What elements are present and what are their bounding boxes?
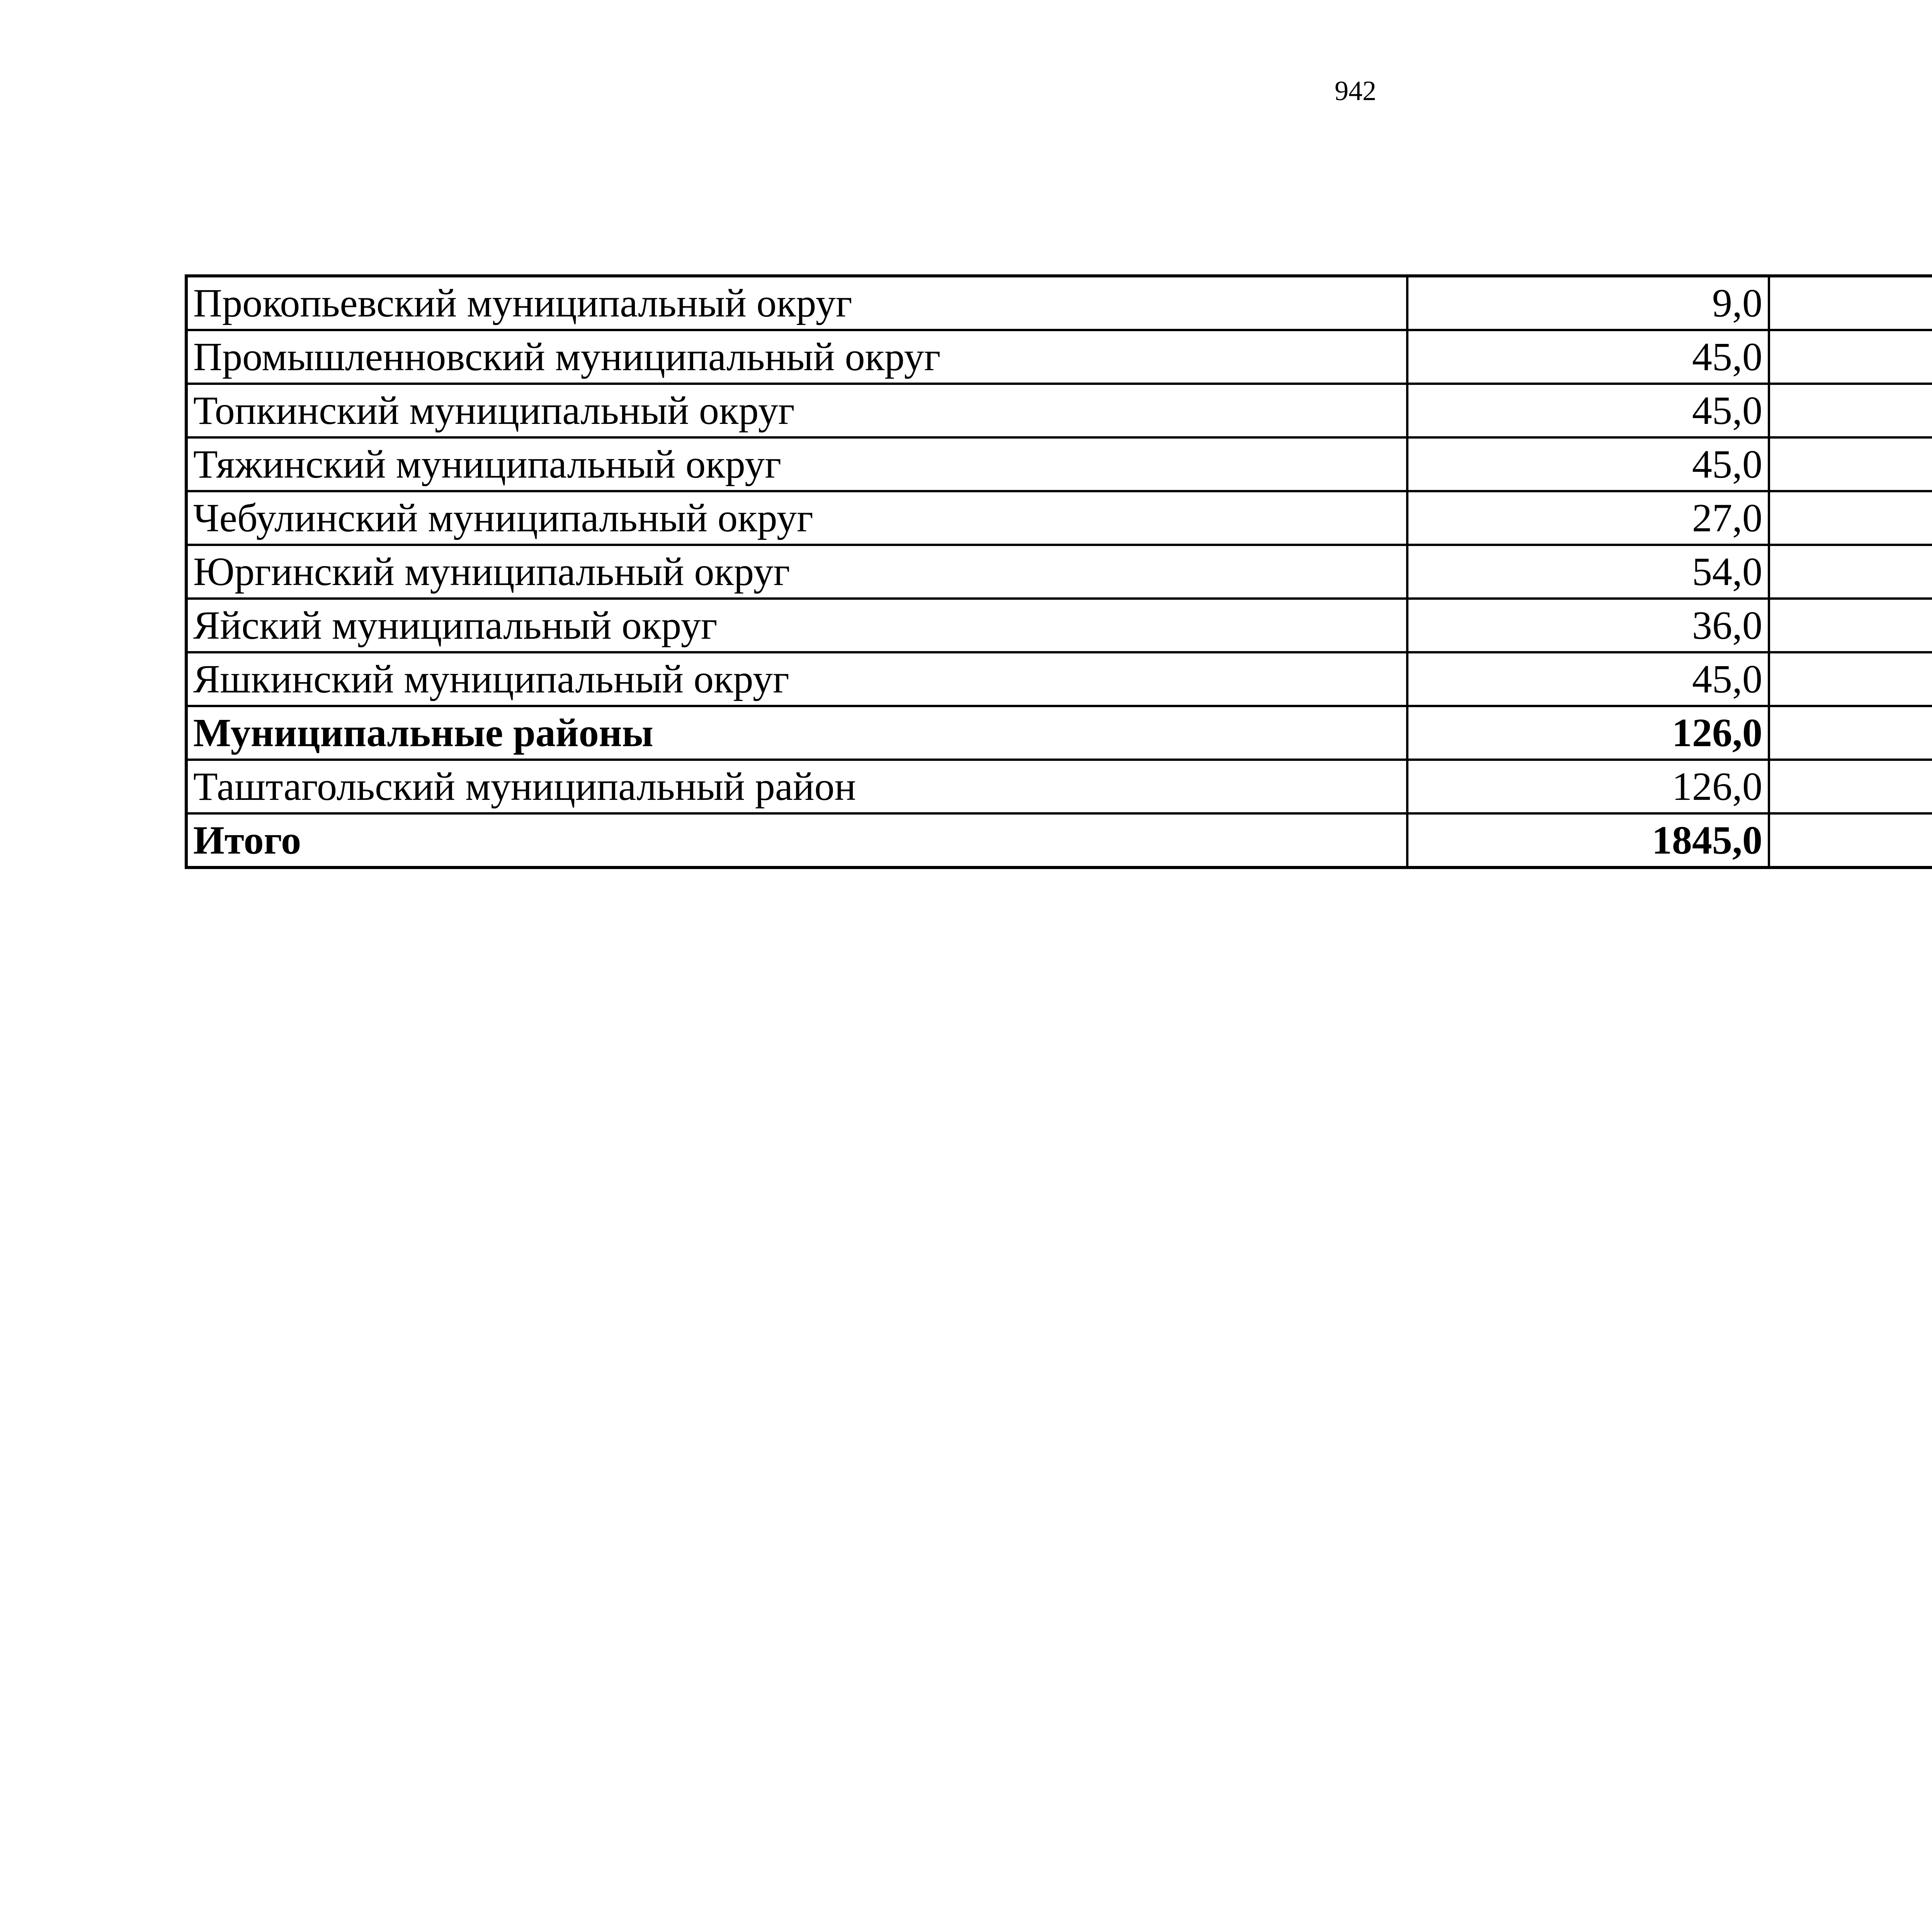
row-name-cell: Прокопьевский муниципальный округ: [186, 276, 1407, 330]
value-cell-1: 45,0: [1407, 652, 1769, 706]
value-cell-2: [1769, 813, 1932, 867]
table-body: [186, 276, 1932, 867]
table-row: [186, 384, 1932, 437]
value-cell-2: [1769, 330, 1932, 384]
value-cell-2: [1769, 652, 1932, 706]
row-name-cell: Тяжинский муниципальный округ: [186, 437, 1407, 491]
value-cell-1: 9,0: [1407, 276, 1769, 330]
value-cell-1: 36,0: [1407, 599, 1769, 652]
row-name-cell: Муниципальные районы: [186, 706, 1407, 760]
row-name-cell: Топкинский муниципальный округ: [186, 384, 1407, 437]
page-number: 942: [1335, 75, 1376, 106]
value-cell-1: 126,0: [1407, 706, 1769, 760]
table-row-total: [186, 813, 1932, 867]
value-cell-2: [1769, 491, 1932, 545]
row-name-cell: Итого: [186, 813, 1407, 867]
table-row: [186, 545, 1932, 599]
value-cell-1: 1845,0: [1407, 813, 1769, 867]
table-row: [186, 437, 1932, 491]
row-name-cell: Яйский муниципальный округ: [186, 599, 1407, 652]
table-row: [186, 652, 1932, 706]
row-name-cell: Промышленновский муниципальный округ: [186, 330, 1407, 384]
row-name-cell: Юргинский муниципальный округ: [186, 545, 1407, 599]
table-row: [186, 599, 1932, 652]
data-table: [185, 274, 1932, 869]
value-cell-2: [1769, 384, 1932, 437]
table-row: [186, 276, 1932, 330]
value-cell-1: 45,0: [1407, 384, 1769, 437]
row-name-cell: Таштагольский муниципальный район: [186, 760, 1407, 813]
value-cell-1: 45,0: [1407, 330, 1769, 384]
value-cell-2: [1769, 276, 1932, 330]
value-cell-2: [1769, 545, 1932, 599]
value-cell-1: 45,0: [1407, 437, 1769, 491]
table-row: [186, 760, 1932, 813]
table-row: [186, 330, 1932, 384]
value-cell-2: [1769, 599, 1932, 652]
row-name-cell: Чебулинский муниципальный округ: [186, 491, 1407, 545]
value-cell-2: [1769, 437, 1932, 491]
value-cell-1: 54,0: [1407, 545, 1769, 599]
value-cell-1: 27,0: [1407, 491, 1769, 545]
value-cell-1: 126,0: [1407, 760, 1769, 813]
table-row: [186, 491, 1932, 545]
row-name-cell: Яшкинский муниципальный округ: [186, 652, 1407, 706]
table-row-total: [186, 706, 1932, 760]
value-cell-2: [1769, 760, 1932, 813]
value-cell-2: [1769, 706, 1932, 760]
